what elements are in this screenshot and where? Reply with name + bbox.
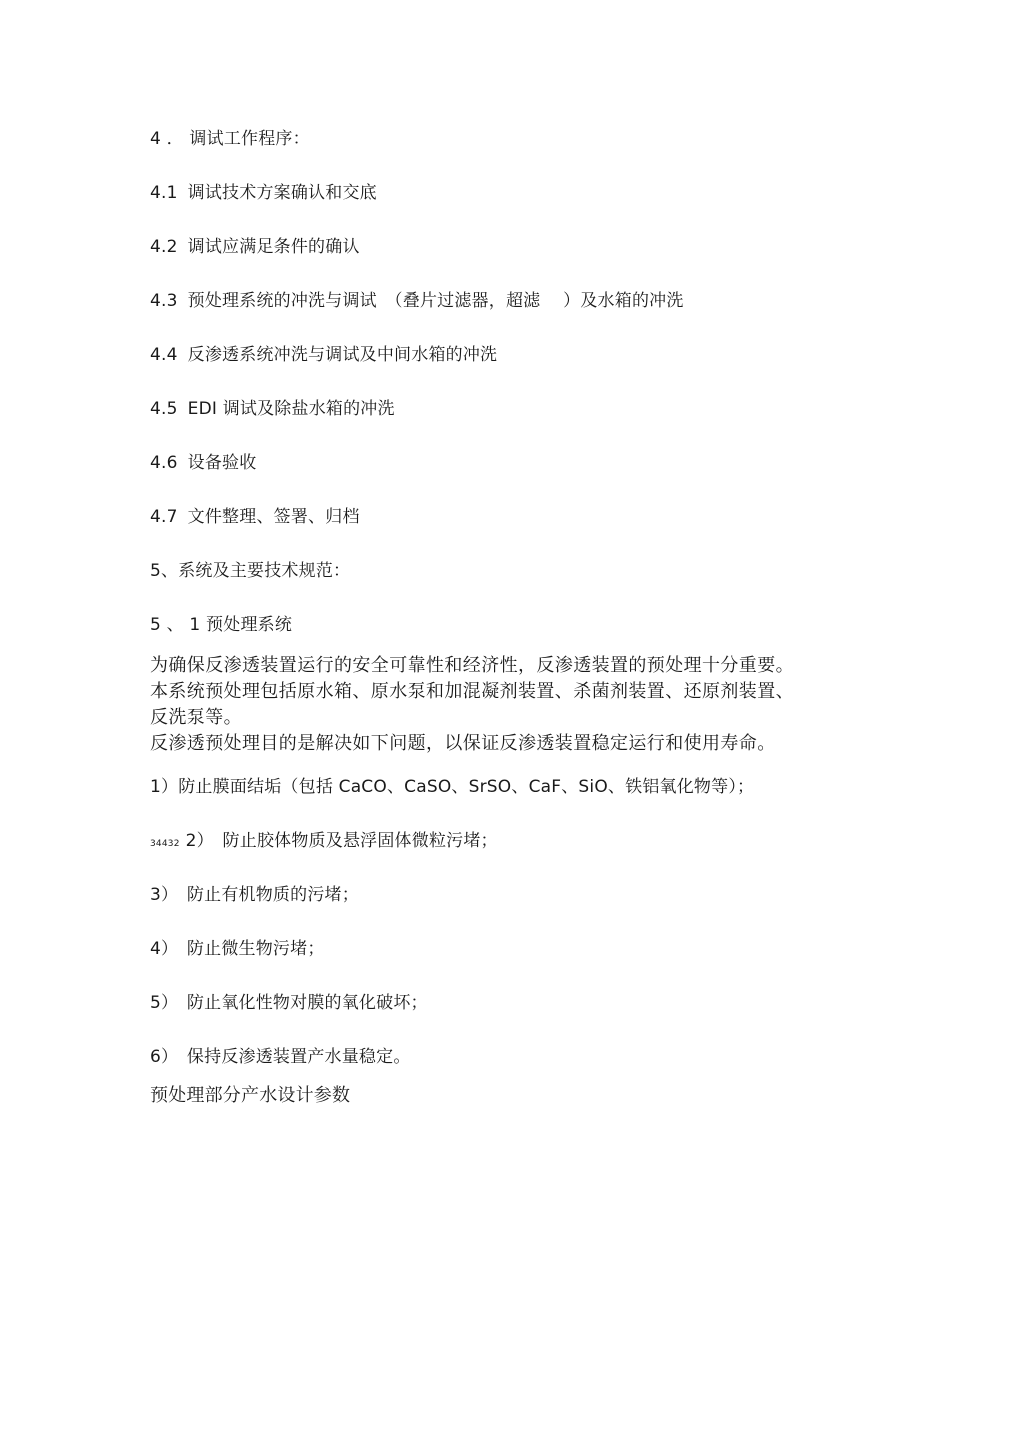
list-item-4-6 xyxy=(150,452,256,474)
section-4-heading: 4 ． 调试工作程序： xyxy=(150,129,310,149)
list-item-4-5 xyxy=(150,398,395,420)
list-item-4-7 xyxy=(150,506,360,528)
point-4: 4） 防止微生物污堵； xyxy=(150,939,325,959)
item-text: EDI 调试及除盐水箱的冲洗 xyxy=(187,399,395,419)
item-text: 设备验收 xyxy=(187,453,257,473)
body-paragraph xyxy=(150,653,850,757)
list-item-4-1 xyxy=(150,182,377,204)
item-number: 4.6 xyxy=(150,453,178,473)
paragraph-line: 本系统预处理包括原水箱、原水泵和加混凝剂装置、杀菌剂装置、还原剂装置、 xyxy=(150,681,794,702)
point-2 xyxy=(150,830,498,855)
list-item-4-2 xyxy=(150,236,360,258)
item-number: 4.2 xyxy=(150,237,178,257)
point-2-prefix: 34432 xyxy=(150,839,180,849)
item-text: 文件整理、签署、归档 xyxy=(187,507,360,527)
design-params-title: 预处理部分产水设计参数 xyxy=(150,1085,351,1106)
point-2-text: 2） 防止胶体物质及悬浮固体微粒污堵； xyxy=(185,831,498,851)
paragraph-line: 为确保反渗透装置运行的安全可靠性和经济性，反渗透装置的预处理十分重要。 xyxy=(150,655,794,676)
item-number: 4.5 xyxy=(150,399,178,419)
section-5-heading: 5、系统及主要技术规范： xyxy=(150,561,351,581)
paragraph-line: 反渗透预处理目的是解决如下问题，以保证反渗透装置稳定运行和使用寿命。 xyxy=(150,733,776,754)
point-1: 1）防止膜面结垢（包括 CaCO、CaSO、SrSO、CaF、SiO、铁铝氧化物等）； xyxy=(150,777,755,797)
item-number: 4.3 xyxy=(150,291,178,311)
point-3: 3） 防止有机物质的污堵； xyxy=(150,885,359,905)
item-text: 预处理系统的冲洗与调试 （叠片过滤器，超滤 ）及水箱的冲洗 xyxy=(187,291,684,311)
point-6: 6） 保持反渗透装置产水量稳定。 xyxy=(150,1047,411,1067)
list-item-4-3 xyxy=(150,290,684,312)
paragraph-line: 反洗泵等。 xyxy=(150,707,242,728)
item-text: 调试应满足条件的确认 xyxy=(187,237,360,257)
item-text: 反渗透系统冲洗与调试及中间水箱的冲洗 xyxy=(187,345,498,365)
item-number: 4.4 xyxy=(150,345,178,365)
item-number: 4.1 xyxy=(150,183,178,203)
item-number: 4.7 xyxy=(150,507,178,527)
list-item-4-4 xyxy=(150,344,497,366)
section-5-1-heading: 5 、 1 预处理系统 xyxy=(150,615,293,635)
point-5: 5） 防止氧化性物对膜的氧化破坏； xyxy=(150,993,428,1013)
item-text: 调试技术方案确认和交底 xyxy=(187,183,377,203)
